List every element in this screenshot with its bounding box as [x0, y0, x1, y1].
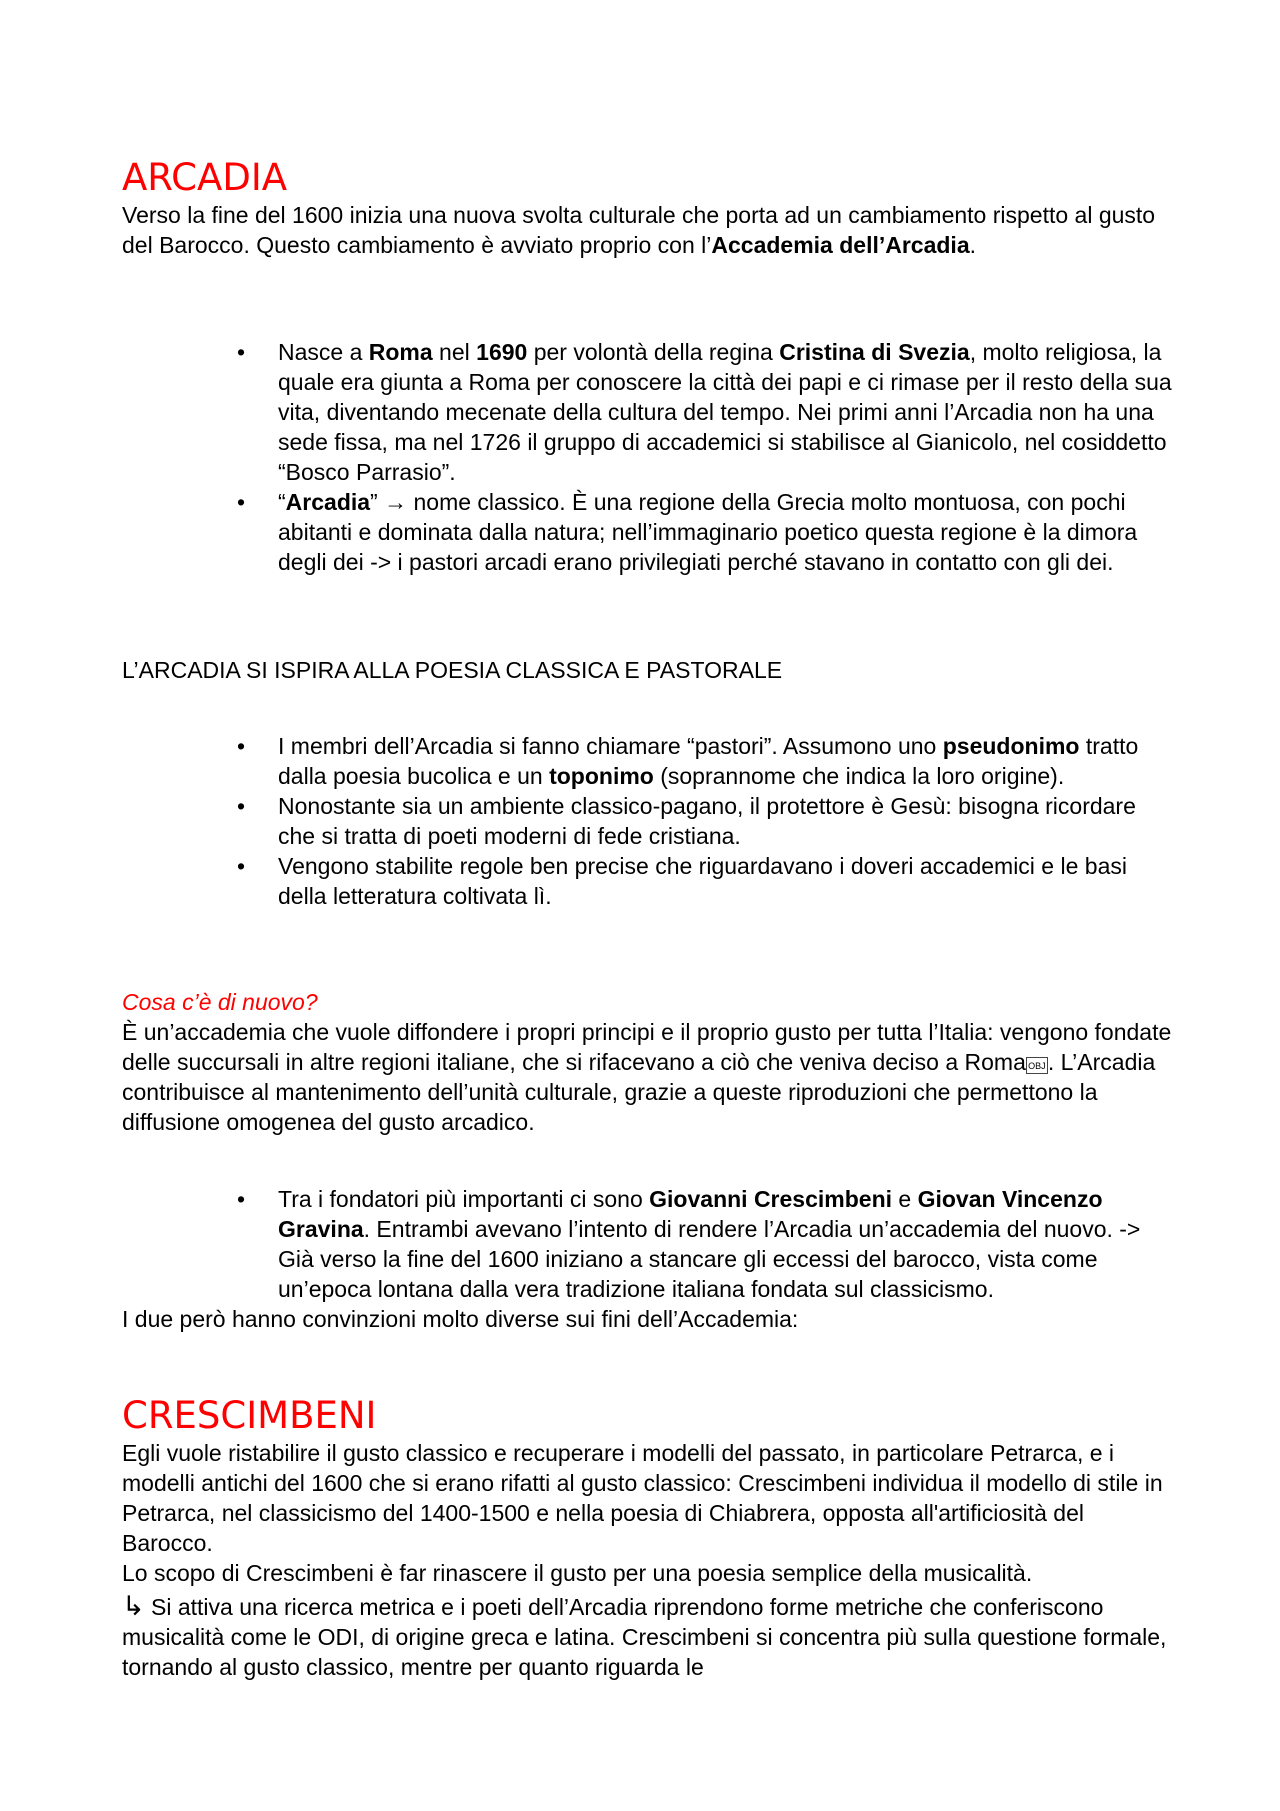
return-arrow-icon: ↳ [122, 1591, 145, 1622]
novita-paragraph: È un’accademia che vuole diffondere i propri principi e il proprio gusto per tutta l’Italia: vengono fondate delle succursali in altre regioni italiane, che si rifacevano a ciò che veniva deciso a Roma OBJ. L’Arcadia contribuisce al mantenimento dell’unità culturale, grazie a queste riproduzioni che permettono la diffusione omogenea del gusto arcadico. [122, 1019, 1172, 1135]
bullet-icon: • [237, 489, 246, 515]
list-item: • Tra i fondatori più importanti ci sono Giovanni Crescimbeni e Giovan Vincenzo Gravina. Entrambi avevano l’intento di rendere l’Arcadia un’accademia del nuovo. -> Già verso la fine del 1600 iniziano a stancare gli eccessi del barocco, vista come un’epoca lontana dalla vera tradizione italiana fondata sul classicismo. [237, 1186, 1141, 1302]
novita-section [122, 987, 1172, 1137]
list-item: • Vengono stabilite regole ben precise che riguardavano i doveri accademici e le basi della letteratura coltivata lì. [237, 853, 1127, 909]
list-item: • I membri dell’Arcadia si fanno chiamare “pastori”. Assumono uno pseudonimo tratto dalla poesia bucolica e un toponimo (soprannome che indica la loro origine). [237, 733, 1139, 789]
arcadia-intro [122, 200, 1172, 260]
fondatori-list [122, 1184, 1172, 1334]
object-placeholder-icon: OBJ [1026, 1057, 1048, 1074]
crescimbeni-paragraph-3: ↳ Si attiva una ricerca metrica e i poeti dell’Arcadia riprendono forme metriche che conferiscono musicalità come le ODI, di origine greca e latina. Crescimbeni si concentra più sulla questione formale, tornando al gusto classico, mentre per quanto riguarda le [122, 1591, 1167, 1680]
crescimbeni-section [122, 1394, 1172, 1682]
bullet-icon: • [237, 339, 246, 365]
intro-text-end: . [969, 232, 976, 258]
subheading: L’ARCADIA SI ISPIRA ALLA POESIA CLASSICA E PASTORALE [122, 657, 783, 683]
crescimbeni-paragraph-2: Lo scopo di Crescimbeni è far rinascere il gusto per una poesia semplice della musicalità. [122, 1560, 1033, 1586]
list-item: • Nasce a Roma nel 1690 per volontà della regina Cristina di Svezia, molto religiosa, la quale era giunta a Roma per conoscere la città dei papi e ci rimase per il resto della sua vita, diventando mecenate della cultura del tempo. Nei primi anni l’Arcadia non ha una sede fissa, ma nel 1726 il gruppo di accademici si stabilisce al Gianicolo, nel cosiddetto “Bosco Parrasio”. [237, 339, 1172, 485]
due-pero-paragraph: I due però hanno convinzioni molto diverse sui fini dell’Accademia: [122, 1306, 799, 1332]
heading-crescimbeni: CRESCIMBENI [122, 1394, 377, 1437]
subheading-block [122, 655, 1172, 685]
bullet-list-1 [122, 337, 1172, 577]
intro-text: Verso la fine del 1600 inizia una nuova svolta culturale che porta ad un cambiamento rispetto al gusto del Barocco. Questo cambiamento è avviato proprio con l’ [122, 202, 1156, 258]
list-item: • “Arcadia” → nome classico. È una regione della Grecia molto montuosa, con pochi abitanti e dominata dalla natura; nell’immaginario poetico questa regione è la dimora degli dei -> i pastori arcadi erano privilegiati perché stavano in contatto con gli dei. [237, 489, 1138, 575]
intro-bold: Accademia dell’Arcadia [711, 232, 970, 258]
bullet-icon: • [237, 1186, 246, 1212]
list-item: • Nonostante sia un ambiente classico-pagano, il protettore è Gesù: bisogna ricordare che si tratta di poeti moderni di fede cristiana. [237, 793, 1136, 849]
crescimbeni-paragraph-1: Egli vuole ristabilire il gusto classico e recuperare i modelli del passato, in particolare Petrarca, e i modelli antichi del 1600 che si erano rifatti al gusto classico: Crescimbeni individua il modello di stile in Petrarca, nel classicismo del 1400-1500 e nella poesia di Chiabrera, opposta all'artificiosità del Barocco. [122, 1440, 1163, 1556]
bullet-icon: • [237, 853, 246, 879]
bullet-icon: • [237, 733, 246, 759]
bullet-list-2 [122, 731, 1172, 911]
heading-arcadia: ARCADIA [122, 156, 288, 199]
novita-heading: Cosa c’è di nuovo? [122, 989, 318, 1015]
bullet-icon: • [237, 793, 246, 819]
arcadia-section [122, 156, 1172, 260]
